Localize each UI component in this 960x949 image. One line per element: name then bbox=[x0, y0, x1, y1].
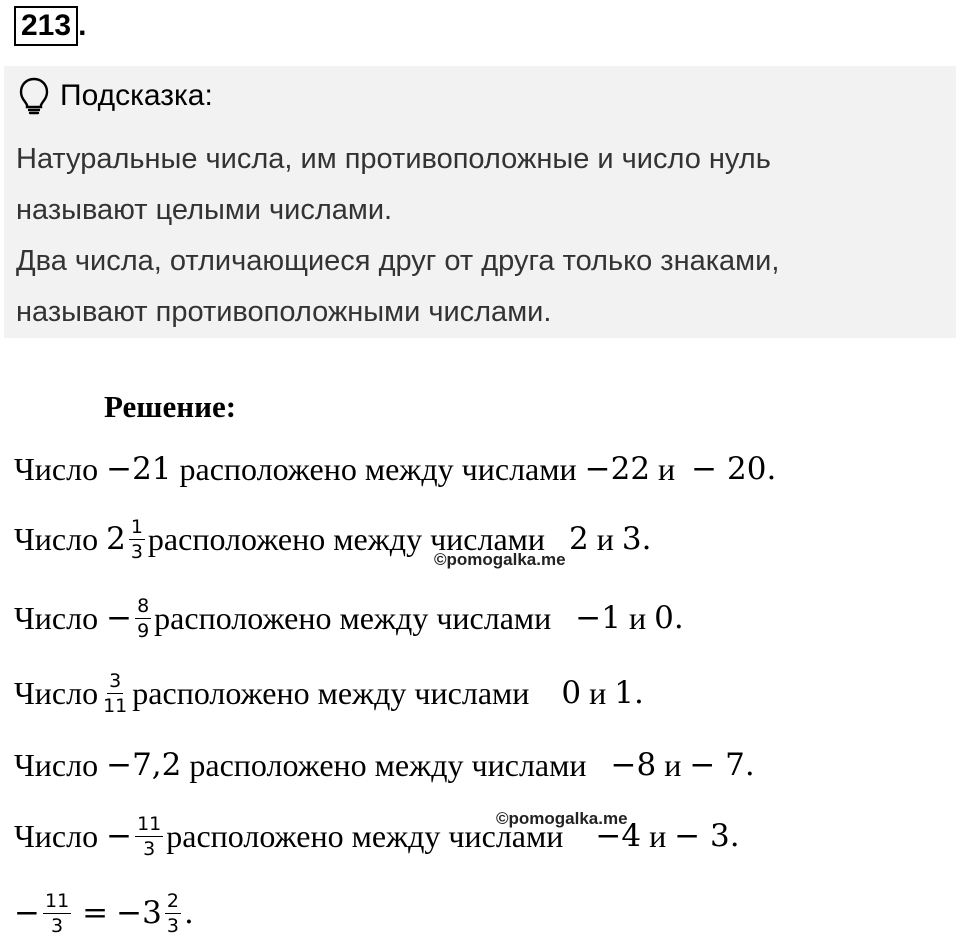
upper-bound: 1. bbox=[614, 675, 644, 711]
numerator: 1 bbox=[130, 515, 143, 538]
solution-row bbox=[14, 590, 684, 646]
denominator: 3 bbox=[130, 540, 143, 563]
denominator: 3 bbox=[143, 837, 156, 860]
minus-sign: − bbox=[116, 895, 143, 931]
denominator: 3 bbox=[166, 914, 179, 937]
phrase: расположено между числами bbox=[147, 520, 546, 557]
denominator: 11 bbox=[103, 694, 128, 717]
hint-block bbox=[4, 66, 956, 338]
phrase: расположено между числами bbox=[132, 674, 530, 711]
phrase: расположено между числами bbox=[179, 450, 577, 487]
numerator: 11 bbox=[137, 812, 162, 835]
upper-bound: 3. bbox=[621, 521, 652, 557]
upper-bound: − 20. bbox=[691, 451, 777, 487]
word-and: и bbox=[649, 817, 667, 854]
number-value: −7,2 bbox=[106, 747, 182, 783]
whole-part: 3 bbox=[142, 895, 162, 931]
minus-sign: − bbox=[106, 600, 133, 636]
phrase: расположено между числами bbox=[154, 599, 552, 636]
phrase: расположено между числами bbox=[189, 746, 587, 783]
number-value: −21 bbox=[106, 451, 172, 487]
watermark: ©pomogalka.me bbox=[434, 550, 566, 569]
upper-bound: 0. bbox=[654, 600, 684, 636]
word-and: и bbox=[589, 674, 607, 711]
lower-bound: −1 bbox=[575, 600, 621, 636]
task-number bbox=[14, 6, 86, 46]
task-number-dot: . bbox=[78, 9, 87, 42]
lower-bound: 2 bbox=[569, 521, 589, 557]
word-number: Число bbox=[14, 817, 99, 854]
phrase: расположено между числами bbox=[166, 817, 564, 854]
numerator: 2 bbox=[166, 889, 179, 912]
lower-bound: −22 bbox=[584, 451, 651, 487]
lower-bound: −8 bbox=[610, 747, 657, 783]
fraction bbox=[101, 670, 129, 717]
minus-sign: − bbox=[106, 818, 133, 854]
lightbulb-icon bbox=[18, 76, 50, 116]
hint-header bbox=[18, 76, 213, 116]
solution-row bbox=[14, 808, 740, 864]
denominator: 3 bbox=[51, 914, 64, 937]
solution-title: Решение: bbox=[104, 389, 237, 424]
final-equation bbox=[14, 885, 194, 941]
numerator: 8 bbox=[137, 594, 150, 617]
upper-bound: − 7. bbox=[689, 747, 755, 783]
numerator: 3 bbox=[109, 669, 122, 692]
upper-bound: − 3. bbox=[674, 818, 740, 854]
watermark: ©pomogalka.me bbox=[496, 809, 628, 828]
solution-row bbox=[14, 665, 644, 721]
word-and: и bbox=[596, 520, 614, 557]
fraction bbox=[135, 813, 163, 860]
hint-line: называют противоположными числами. bbox=[16, 296, 552, 328]
hint-line: Натуральные числа, им противоположные и число нуль bbox=[16, 143, 771, 175]
word-and: и bbox=[628, 599, 647, 636]
equals-sign: = bbox=[82, 895, 109, 931]
lower-bound: 0 bbox=[561, 675, 582, 711]
numerator: 11 bbox=[44, 889, 70, 912]
fraction bbox=[129, 516, 145, 563]
word-number: Число bbox=[14, 746, 99, 783]
minus-sign: − bbox=[14, 895, 40, 931]
task-number-box: 213 bbox=[14, 6, 78, 46]
denominator: 9 bbox=[137, 619, 150, 642]
period: . bbox=[183, 895, 194, 931]
solution-row bbox=[14, 737, 755, 793]
word-and: и bbox=[658, 450, 676, 487]
hint-line: Два числа, отличающиеся друг от друга только знаками, bbox=[16, 245, 780, 277]
word-number: Число bbox=[14, 599, 99, 636]
word-number: Число bbox=[14, 450, 99, 487]
fraction bbox=[43, 890, 71, 937]
lower-bound: −4 bbox=[595, 818, 642, 854]
hint-line: называют целыми числами. bbox=[16, 194, 393, 226]
word-number: Число bbox=[14, 520, 99, 557]
fraction bbox=[165, 890, 181, 937]
word-and: и bbox=[664, 746, 682, 783]
fraction bbox=[135, 595, 151, 642]
word-number: Число bbox=[14, 674, 99, 711]
hint-title: Подсказка: bbox=[60, 79, 213, 112]
solution-row bbox=[14, 441, 776, 497]
whole-part: 2 bbox=[106, 521, 126, 557]
